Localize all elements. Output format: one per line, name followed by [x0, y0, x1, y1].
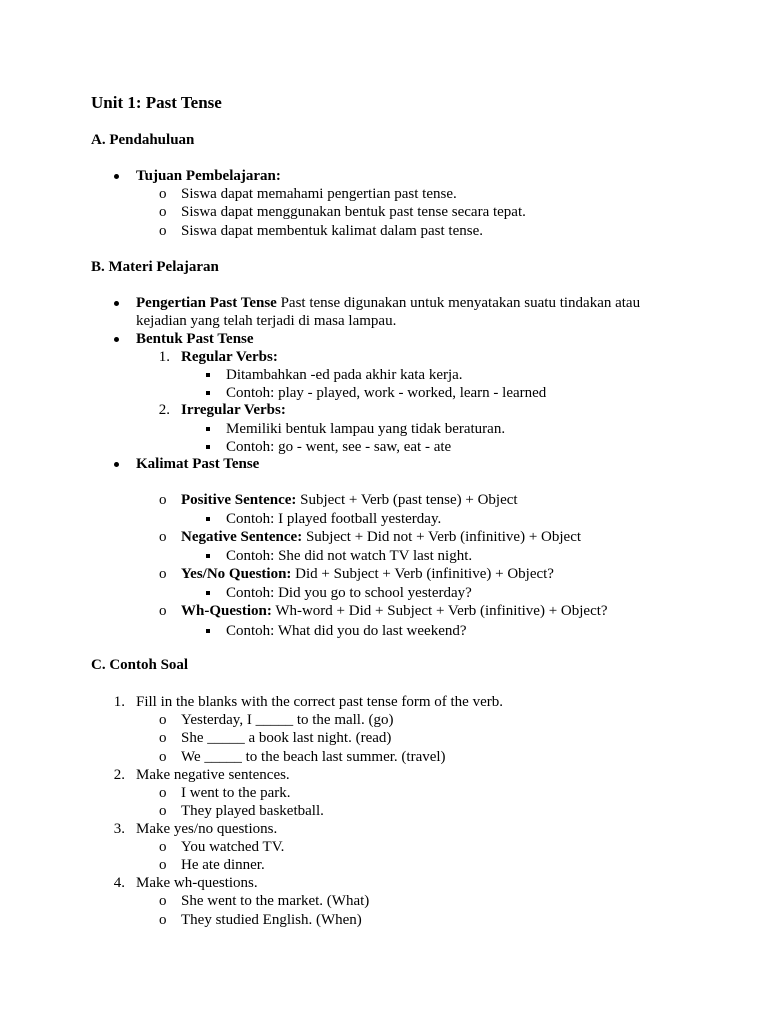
- sentence-example: Contoh: Did you go to school yesterday?: [226, 585, 472, 601]
- question-number: 3.: [113, 821, 125, 837]
- sentence-type: [181, 602, 608, 620]
- bullet-square: [206, 445, 210, 449]
- form-point: Memiliki bentuk lampau yang tidak beraturan.: [226, 421, 506, 437]
- bullet-circle: o: [159, 223, 167, 239]
- bullet-circle: o: [159, 785, 167, 801]
- section-c-heading: C. Contoh Soal: [91, 657, 189, 673]
- bullet-circle: o: [159, 803, 167, 819]
- question-text: Make negative sentences.: [136, 767, 290, 783]
- sentence-type-label: Negative Sentence:: [181, 529, 303, 545]
- bullet-disc: [114, 337, 119, 342]
- question-item: You watched TV.: [181, 839, 285, 855]
- regular-verbs-label: Regular Verbs:: [181, 349, 278, 365]
- sentence-type: [181, 491, 518, 509]
- list-number: 1.: [158, 349, 170, 365]
- question-item: We _____ to the beach last summer. (travel): [181, 749, 446, 765]
- bullet-circle: o: [159, 186, 167, 202]
- question-text: Make yes/no questions.: [136, 821, 278, 837]
- question-item: He ate dinner.: [181, 857, 265, 873]
- form-point: Contoh: go - went, see - saw, eat - ate: [226, 439, 452, 455]
- bullet-circle: o: [159, 492, 167, 508]
- question-text: Make wh-questions.: [136, 875, 258, 891]
- sentence-example: Contoh: What did you do last weekend?: [226, 623, 467, 639]
- sentence-type-label: Wh-Question:: [181, 603, 272, 619]
- bullet-square: [206, 427, 210, 431]
- bullet-circle: o: [159, 857, 167, 873]
- sentence-formula: Did + Subject + Verb (infinitive) + Object?: [291, 566, 554, 582]
- question-item: I went to the park.: [181, 785, 291, 801]
- section-a-heading: A. Pendahuluan: [91, 132, 195, 148]
- bullet-disc: [114, 301, 119, 306]
- goal-item: Siswa dapat menggunakan bentuk past tense secara tepat.: [181, 204, 526, 220]
- bullet-square: [206, 517, 210, 521]
- bullet-circle: o: [159, 893, 167, 909]
- bullet-circle: o: [159, 566, 167, 582]
- goal-item: Siswa dapat membentuk kalimat dalam past tense.: [181, 223, 484, 239]
- sentence-type: [181, 528, 581, 546]
- question-item: She _____ a book last night. (read): [181, 730, 392, 746]
- bullet-circle: o: [159, 730, 167, 746]
- question-item: Yesterday, I _____ to the mall. (go): [181, 712, 394, 728]
- bullet-square: [206, 591, 210, 595]
- sentence-formula: Subject + Verb (past tense) + Object: [296, 492, 518, 508]
- goal-item: Siswa dapat memahami pengertian past tense.: [181, 186, 457, 202]
- question-number: 4.: [113, 875, 125, 891]
- sentence-type: [181, 565, 554, 583]
- bullet-circle: o: [159, 603, 167, 619]
- bullet-circle: o: [159, 912, 167, 928]
- form-point: Contoh: play - played, work - worked, learn - learned: [226, 385, 547, 401]
- section-b-heading: B. Materi Pelajaran: [91, 259, 219, 275]
- question-number: 1.: [113, 694, 125, 710]
- question-item: She went to the market. (What): [181, 893, 370, 909]
- bullet-circle: o: [159, 712, 167, 728]
- bullet-square: [206, 554, 210, 558]
- sentences-label: Kalimat Past Tense: [136, 456, 260, 472]
- bullet-circle: o: [159, 839, 167, 855]
- forms-label: Bentuk Past Tense: [136, 331, 254, 347]
- bullet-square: [206, 391, 210, 395]
- form-point: Ditambahkan -ed pada akhir kata kerja.: [226, 367, 463, 383]
- bullet-circle: o: [159, 529, 167, 545]
- sentence-type-label: Yes/No Question:: [181, 566, 292, 582]
- question-text: Fill in the blanks with the correct past tense form of the verb.: [136, 694, 503, 710]
- bullet-disc: [114, 462, 119, 467]
- definition-text: Past tense digunakan untuk menyatakan suatu tindakan atau: [276, 295, 641, 311]
- bullet-square: [206, 373, 210, 377]
- definition-line-1: [136, 294, 640, 312]
- question-item: They studied English. (When): [181, 912, 362, 928]
- list-number: 2.: [158, 402, 170, 418]
- goal-label: Tujuan Pembelajaran:: [136, 168, 281, 184]
- irregular-verbs-label: Irregular Verbs:: [181, 402, 286, 418]
- bullet-circle: o: [159, 749, 167, 765]
- bullet-circle: o: [159, 204, 167, 220]
- sentence-type-label: Positive Sentence:: [181, 492, 297, 508]
- bullet-square: [206, 629, 210, 633]
- definition-line-2: kejadian yang telah terjadi di masa lampau.: [136, 313, 397, 329]
- sentence-example: Contoh: She did not watch TV last night.: [226, 548, 473, 564]
- sentence-example: Contoh: I played football yesterday.: [226, 511, 442, 527]
- bullet-disc: [114, 174, 119, 179]
- question-number: 2.: [113, 767, 125, 783]
- question-item: They played basketball.: [181, 803, 324, 819]
- definition-label: Pengertian Past Tense: [136, 295, 277, 311]
- page-title: Unit 1: Past Tense: [91, 93, 222, 112]
- sentence-formula: Subject + Did not + Verb (infinitive) + Object: [302, 529, 582, 545]
- sentence-formula: Wh-word + Did + Subject + Verb (infinitive) + Object?: [271, 603, 608, 619]
